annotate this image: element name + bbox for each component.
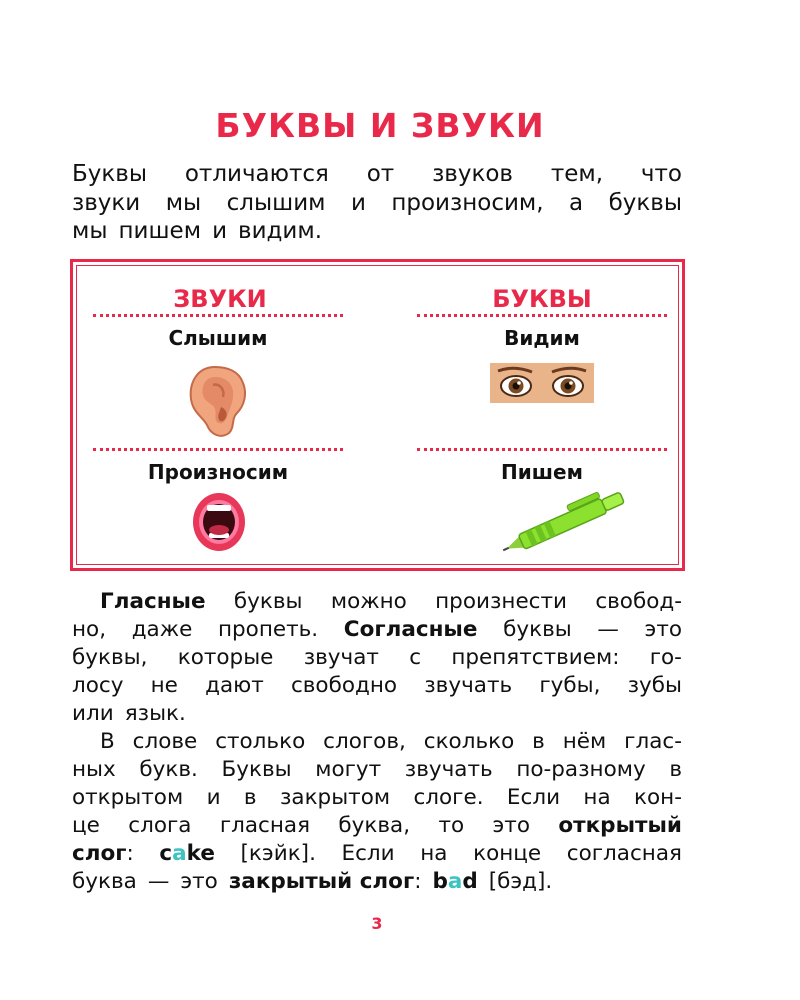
word: буквы, [72,645,148,670]
word: пишем [118,218,202,244]
word: то [438,813,465,838]
text-line [72,672,682,700]
divider-dots [93,448,343,451]
pen-icon [495,490,643,552]
word: слышим [226,189,326,216]
word: слога [128,813,192,838]
text-line [72,756,682,784]
table-inner-border [76,265,679,565]
word: кон- [634,785,682,810]
transcription: [бэд]. [488,869,553,894]
pronounce-label: Произносим [147,460,289,484]
word: закрытом [279,785,391,810]
word: пропеть. [217,617,319,642]
word: ных [72,757,116,782]
page-number: 3 [371,914,383,933]
word: с [409,645,422,670]
word: свободно [290,673,398,698]
page-title: БУКВЫ И ЗВУКИ [215,106,545,145]
text-line [72,868,682,896]
word: буквы [503,617,572,642]
word: от [366,161,395,187]
colon: : [414,869,422,894]
word: или [72,701,114,726]
letter: b [432,869,448,894]
word: слогов, [323,729,406,754]
word: свобод- [595,589,682,614]
word: открытом [72,785,184,810]
word: а [569,189,584,216]
word: видим. [238,218,323,244]
term-syllable: слог [72,841,127,866]
word: язык. [124,701,186,726]
word: звуки [72,189,141,216]
vowel-letter: a [172,841,187,866]
word: на [583,785,611,810]
text-line [72,588,682,616]
letter: d [462,869,478,894]
hear-label: Слышим [168,326,268,350]
intro-line [72,160,682,189]
text-line [72,700,682,728]
word: звучат [303,645,379,670]
see-label: Видим [504,326,580,350]
word: звуков [432,161,513,187]
word: — [147,869,170,894]
word: это [644,617,682,642]
word: в [532,729,545,754]
word: согласная [566,841,682,866]
word: могут [315,757,382,782]
word: буквы [608,189,682,216]
intro-line [72,189,682,218]
word: го- [649,645,682,670]
word: лосу [72,673,124,698]
eyes-icon [490,363,594,403]
word: это [492,813,530,838]
word: на [420,841,448,866]
word: буквы [233,589,303,614]
word: слоге. [413,785,484,810]
word: зубы [627,673,682,698]
word: Если [341,841,395,866]
example-bad [432,868,477,896]
word: звучать [404,757,493,782]
word: можно [330,589,407,614]
word: В [100,729,115,754]
word: и [206,785,221,810]
word: буква [72,869,137,894]
word: нём [562,729,607,754]
text-line [72,728,682,756]
divider-dots [417,448,667,451]
word: не [150,673,178,698]
word: мы [72,218,108,244]
word: тем, [550,161,604,187]
word: буква, [338,813,411,838]
word: что [640,161,682,187]
word: звучать [424,673,513,698]
word: мы [165,189,202,216]
word: сколько [423,729,515,754]
sounds-header: ЗВУКИ [173,285,267,313]
divider-dots [417,314,667,317]
text-line [72,784,682,812]
term-closed-syllable: закрытый слог [228,869,415,894]
word: препятствием: [451,645,620,670]
word: букв. [139,757,198,782]
term-consonants: Согласные [343,617,478,642]
word: которые [177,645,274,670]
word: столько [215,729,306,754]
word: в [243,785,257,810]
word: и [212,218,228,244]
paragraph-vowels-consonants [72,588,682,728]
intro-paragraph [72,160,682,246]
vowel-letter: a [447,869,463,894]
colon: : [126,841,134,866]
divider-dots [93,314,343,317]
text-line [72,840,682,868]
text-line [72,644,682,672]
word: по-разному [516,757,646,782]
word: конце [473,841,542,866]
ear-icon [185,363,251,441]
paragraph-syllables [72,728,682,896]
word: и [350,189,366,216]
letters-header: БУКВЫ [492,285,592,313]
term-open-syllable: открытый [558,813,682,838]
word: произносим, [391,189,544,216]
letter: ke [186,841,215,866]
word: гласная [219,813,311,838]
intro-line [72,217,682,246]
word: глас- [624,729,682,754]
word: Буквы [221,757,292,782]
sounds-letters-table [70,259,685,571]
word: Если [506,785,561,810]
word: — [597,617,619,642]
word: це [72,813,100,838]
word: даже [131,617,193,642]
word: слове [132,729,198,754]
word: в [669,757,682,782]
word: но, [72,617,107,642]
word: это [180,869,218,894]
word: Буквы [72,161,147,187]
text-line [72,812,682,840]
mouth-icon [191,492,247,552]
word: произнести [435,589,567,614]
example-cake [159,840,215,868]
word: дают [205,673,264,698]
text-line [72,616,682,644]
term-vowels: Гласные [100,589,206,614]
word: отличаются [184,161,329,187]
word: губы, [539,673,601,698]
write-label: Пишем [501,460,583,484]
letter: c [159,841,173,866]
transcription: [кэйк]. [240,841,316,866]
